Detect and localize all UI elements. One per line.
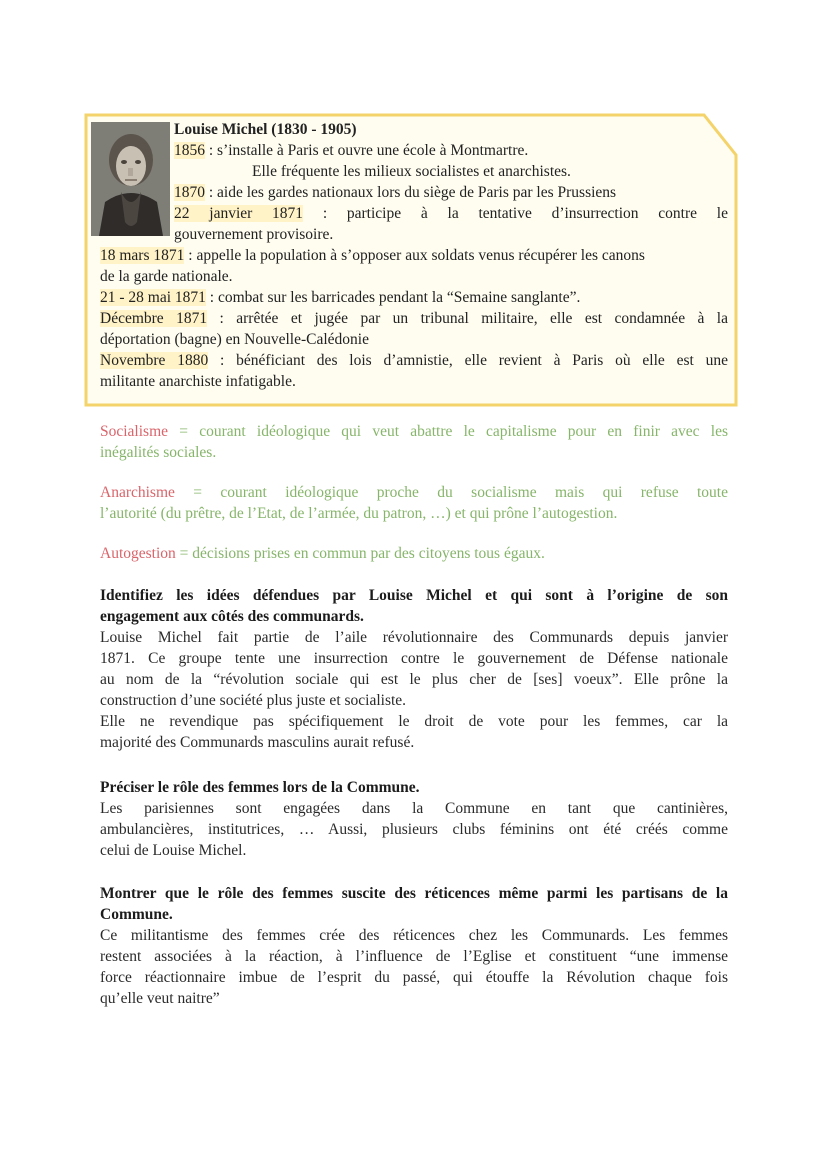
bio-entry	[100, 350, 728, 371]
answer-line: au nom de la “révolution sociale qui est le plus cher de [ses] voeux”. Elle prône la	[100, 671, 728, 688]
bio-entry	[100, 308, 728, 329]
answer-paragraph	[100, 627, 728, 753]
bio-entry	[100, 245, 645, 266]
definition-term: Autogestion	[100, 545, 176, 562]
bio-text: : bénéficiant des lois d’amnistie, elle revient à Paris où elle est une	[208, 352, 728, 369]
question-heading	[100, 777, 728, 798]
bio-title: Louise Michel (1830 - 1905)	[174, 121, 357, 138]
answer-line: majorité des Communards masculins aurait refusé.	[100, 734, 415, 751]
answer-line: ambulancières, institutrices, … Aussi, plusieurs clubs féminins ont été créés comme	[100, 821, 728, 838]
definition-socialisme	[100, 421, 728, 463]
answer-line: 1871. Ce groupe tente une insurrection contre le gouvernement de Défense nationale	[100, 650, 728, 667]
answer-paragraph	[100, 798, 728, 861]
answer-line: force réactionnaire imbue de l’esprit du passé, qui étouffe la Révolution chaque fois	[100, 969, 728, 986]
question-heading	[100, 585, 728, 627]
definition-text: inégalités sociales.	[100, 444, 217, 461]
bio-text: : aide les gardes nationaux lors du siège de Paris par les Prussiens	[205, 184, 617, 201]
bio-text: : participe à la tentative d’insurrection contre le	[303, 205, 728, 222]
answer-line: Les parisiennes sont engagées dans la Commune en tant que cantinières,	[100, 800, 728, 817]
definition-anarchisme	[100, 482, 728, 524]
bio-text: : combat sur les barricades pendant la “Semaine sanglante”.	[205, 289, 581, 306]
question-line: Identifiez les idées défendues par Louise Michel et qui sont à l’origine de son	[100, 587, 728, 604]
question-line: Montrer que le rôle des femmes suscite des réticences même parmi les partisans de la	[100, 885, 728, 902]
bio-entry	[100, 266, 233, 287]
definition-text: = courant idéologique proche du socialisme mais qui refuse toute	[174, 484, 728, 501]
bio-entry	[252, 161, 571, 182]
question-line: Préciser le rôle des femmes lors de la Commune.	[100, 779, 420, 796]
bio-text: : appelle la population à s’opposer aux soldats venus récupérer les canons	[184, 247, 645, 264]
portrait-photo	[91, 122, 170, 236]
answer-line: restent associées à la réaction, à l’influence de l’Eglise et constituent “une immense	[100, 948, 728, 965]
definition-autogestion	[100, 543, 728, 564]
bio-entry	[100, 329, 369, 350]
bio-date: 1870	[174, 184, 205, 201]
bio-entry	[174, 182, 616, 203]
definition-term: Socialisme	[100, 423, 169, 440]
question-line: Commune.	[100, 906, 173, 923]
bio-entry	[174, 140, 528, 161]
definition-text: = décisions prises en commun par des citoyens tous égaux.	[175, 545, 545, 562]
bio-entry	[100, 287, 580, 308]
bio-text: : arrêtée et jugée par un tribunal militaire, elle est condamnée à la	[207, 310, 728, 327]
bio-date: Novembre 1880	[100, 352, 209, 369]
bio-date: 1856	[174, 142, 205, 159]
bio-date: 18 mars 1871	[100, 247, 185, 264]
bio-entry	[174, 203, 728, 224]
bio-entry	[100, 371, 296, 392]
definition-term: Anarchisme	[100, 484, 175, 501]
bio-date: Décembre 1871	[100, 310, 208, 327]
question-line: engagement aux côtés des communards.	[100, 608, 364, 625]
bio-text: : s’installe à Paris et ouvre une école à Montmartre.	[205, 142, 529, 159]
definition-text: = courant idéologique qui veut abattre le capitalisme pour en finir avec les	[168, 423, 728, 440]
answer-line: Ce militantisme des femmes crée des réticences chez les Communards. Les femmes	[100, 927, 728, 944]
bio-text: Elle fréquente les milieux socialistes et anarchistes.	[252, 163, 571, 180]
bio-date: 22 janvier 1871	[174, 205, 304, 222]
bio-text: déportation (bagne) en Nouvelle-Calédonie	[100, 331, 369, 348]
answer-line: Elle ne revendique pas spécifiquement le droit de vote pour les femmes, car la	[100, 713, 728, 730]
bio-text: de la garde nationale.	[100, 268, 233, 285]
bio-entry	[174, 224, 333, 245]
biography-box	[84, 113, 738, 407]
definition-text: l’autorité (du prêtre, de l’Etat, de l’armée, du patron, …) et qui prône l’autogestion.	[100, 505, 618, 522]
bio-date: 21 - 28 mai 1871	[100, 289, 206, 306]
bio-text: militante anarchiste infatigable.	[100, 373, 296, 390]
answer-line: Louise Michel fait partie de l’aile révolutionnaire des Communards depuis janvier	[100, 629, 728, 646]
answer-line: construction d’une société plus juste et socialiste.	[100, 692, 407, 709]
answer-line: celui de Louise Michel.	[100, 842, 247, 859]
answer-paragraph	[100, 925, 728, 1009]
bio-text: gouvernement provisoire.	[174, 226, 334, 243]
answer-line: qu’elle veut naitre”	[100, 990, 220, 1007]
question-heading	[100, 883, 728, 925]
